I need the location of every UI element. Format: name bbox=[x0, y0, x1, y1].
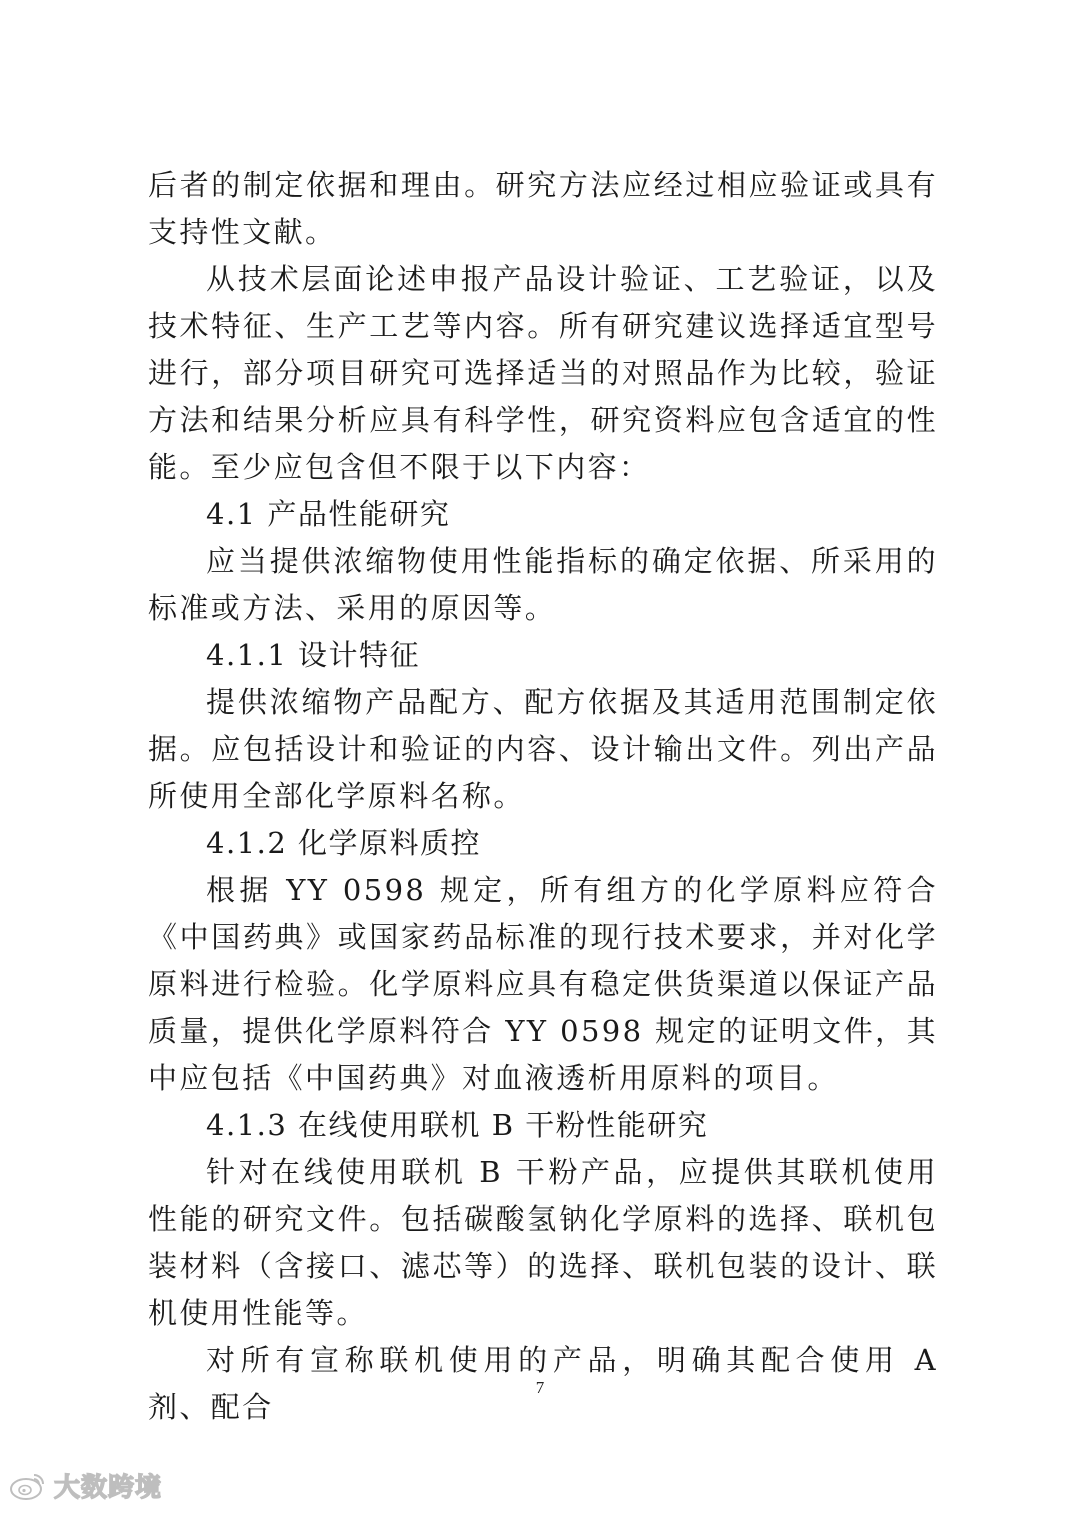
watermark bbox=[8, 1462, 162, 1508]
paragraph-performance-basis: 应当提供浓缩物使用性能指标的确定依据、所采用的标准或方法、采用的原因等。 bbox=[148, 544, 938, 625]
continuation-paragraph: 后者的制定依据和理由。研究方法应经过相应验证或具有支持性文献。 bbox=[148, 168, 938, 249]
page-number: 7 bbox=[535, 1378, 545, 1397]
watermark-text: 大数跨境 bbox=[54, 1472, 163, 1503]
paragraph-design-features: 提供浓缩物产品配方、配方依据及其适用范围制定依据。应包括设计和验证的内容、设计输出文件。列出产品所使用全部化学原料名称。 bbox=[148, 685, 938, 813]
section-heading-4-1-2: 4.1.2 化学原料质控 bbox=[206, 826, 482, 860]
section-heading-4-1: 4.1 产品性能研究 bbox=[206, 497, 451, 531]
paragraph-online-use-claims: 对所有宣称联机使用的产品，明确其配合使用 A 剂、配合 bbox=[148, 1343, 938, 1424]
section-heading-4-1-1: 4.1.1 设计特征 bbox=[206, 638, 421, 672]
paragraph-technical-overview: 从技术层面论述申报产品设计验证、工艺验证，以及技术特征、生产工艺等内容。所有研究建议选择适宜型号进行，部分项目研究可选择适当的对照品作为比较，验证方法和结果分析应具有科学性，研究资料应包含适宜的性能。至少应包含但不限于以下内容： bbox=[148, 262, 938, 484]
document-body bbox=[148, 162, 938, 1431]
paragraph-raw-material-control: 根据 YY 0598 规定，所有组方的化学原料应符合《中国药典》或国家药品标准的现行技术要求，并对化学原料进行检验。化学原料应具有稳定供货渠道以保证产品质量，提供化学原料符合 YY 0598 规定的证明文件，其中应包括《中国药典》对血液透析用原料的项目。 bbox=[148, 873, 938, 1095]
paragraph-online-b-powder: 针对在线使用联机 B 干粉产品，应提供其联机使用性能的研究文件。包括碳酸氢钠化学原料的选择、联机包装材料（含接口、滤芯等）的选择、联机包装的设计、联机使用性能等。 bbox=[148, 1155, 938, 1330]
section-heading-4-1-3: 4.1.3 在线使用联机 B 干粉性能研究 bbox=[206, 1108, 709, 1142]
weibo-logo-icon bbox=[8, 1469, 48, 1501]
